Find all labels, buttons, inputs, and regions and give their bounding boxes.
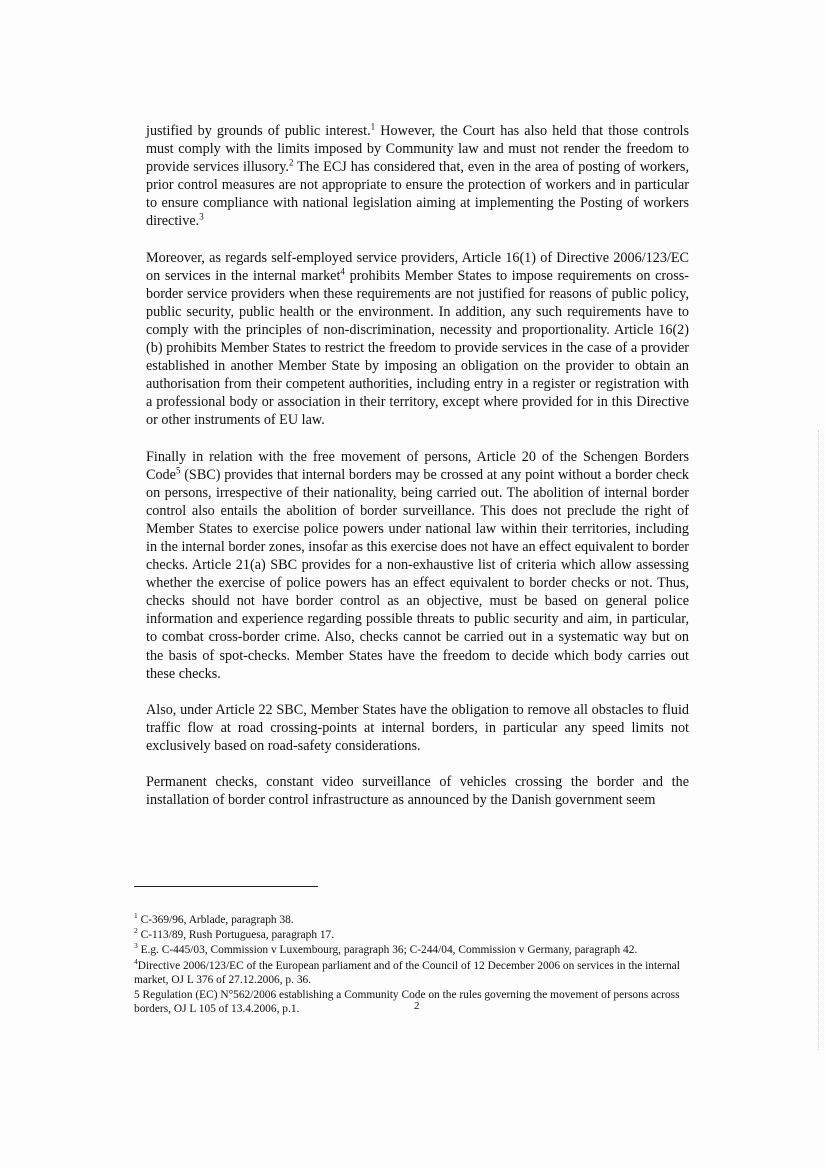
footnote-reference: 5 xyxy=(175,464,181,475)
paragraph-text: The ECJ has considered that, even in the area of posting of workers, prior control measures are not appropriate to ensure the protection of workers and in particular to ensure compliance with national legislation aiming at implementing the Posting of workers directive. xyxy=(146,159,689,230)
footnote-text: C-369/96, Arblade, paragraph 38. xyxy=(137,914,294,926)
footnote xyxy=(134,956,686,987)
footnote-reference: 2 xyxy=(288,157,294,168)
footnote-reference: 3 xyxy=(199,211,204,222)
paragraph-text: justified by grounds of public interest. xyxy=(146,123,371,139)
footnote-mark: 3 xyxy=(134,941,138,951)
footnote-mark: 4 xyxy=(134,956,138,966)
footnote-text: C-113/89, Rush Portuguesa, paragraph 17. xyxy=(137,929,335,942)
paragraph-text: prohibits Member States to impose requirements on cross-border service providers when these requirements are not justified for reasons of public policy, public security, public health or the environment. In addition, any such requirements have to comply with the principles of non-discrimination, necessity and proportionality. Article 16(2)(b) prohibits Member States to restrict the freedom to provide services in the case of a provider established in another Member State by imposing an obligation on the provider to obtain an authorisation from their competent authorities, including entry in a register or registration with a professional body or association in their territory, except where provided for in this Directive or other instruments of EU law. xyxy=(146,267,689,429)
paragraph-text: Permanent checks, constant video surveillance of vehicles crossing the border and the installation of border control infrastructure as announced by the Danish government seem xyxy=(146,774,689,809)
paragraph-text: Moreover, as regards self-employed service providers, Article 16(1) of Directive 2006/123/EC on services in the internal market xyxy=(146,249,689,284)
page-number: 2 xyxy=(414,1000,420,1012)
paragraph xyxy=(146,773,689,809)
scan-edge-mark xyxy=(818,430,819,1050)
paragraph xyxy=(146,448,689,683)
footnote-reference: 1 xyxy=(370,121,376,132)
paragraph-text: Finally in relation with the free movement of persons, Article 20 of the Schengen Borders Code xyxy=(146,448,689,483)
footnote-text: 5 Regulation (EC) N°562/2006 establishing a Community Code on the rules governing the movement of persons across borders, OJ L 105 of 13.4.2006, p.1. xyxy=(134,989,680,1016)
paragraph xyxy=(146,701,689,755)
footnote-reference: 4 xyxy=(340,265,345,276)
paragraph-text: (SBC) provides that internal borders may be crossed at any point without a border check on persons, irrespective of their nationality, being carried out. The abolition of internal border control also entails the abolition of border surveillance. This does not preclude the right of Member States to exercise police powers under national law within their territories, including in the internal border zones, insofar as this exercise does not have an effect equivalent to border checks. Article 21(a) SBC provides for a non-exhaustive list of criteria which allow assessing whether the exercise of police powers has an effect equivalent to border checks or not. Thus, checks should not have border control as an objective, must be based on general police information and experience regarding possible threats to public security and aim, in particular, to combat cross-border crime. Also, checks cannot be carried out in a systematic way but on the basis of spot-checks. Member States have the freedom to decide which body carries out these checks. xyxy=(146,466,689,682)
footnote-mark: 2 xyxy=(134,926,138,936)
paragraph-text: Also, under Article 22 SBC, Member States have the obligation to remove all obstacles to fluid traffic flow at road crossing-points at internal borders, in particular any speed limits not exclusively based on road-safety considerations. xyxy=(146,701,689,754)
body-text xyxy=(146,122,689,827)
footnote-mark: 1 xyxy=(134,911,138,921)
footnote xyxy=(134,928,686,942)
footnotes xyxy=(134,913,686,1017)
paragraph-text: However, the Court has also held that those controls must comply with the limits imposed by Community law and must not render the freedom to provide services illusory. xyxy=(146,123,689,176)
footnote xyxy=(134,988,686,1016)
paragraph xyxy=(146,249,689,430)
paragraph xyxy=(146,122,689,231)
footnote xyxy=(134,943,686,957)
footnote-separator xyxy=(134,886,318,887)
footnote-text: E.g. C-445/03, Commission v Luxembourg, paragraph 36; C-244/04, Commission v Germany, paragraph 42. xyxy=(137,944,638,957)
footnote xyxy=(134,913,686,927)
footnote-text: Directive 2006/123/EC of the European parliament and of the Council of 12 December 2006 on services in the internal market, OJ L 376 of 27.12.2006, p. 36. xyxy=(134,959,680,986)
